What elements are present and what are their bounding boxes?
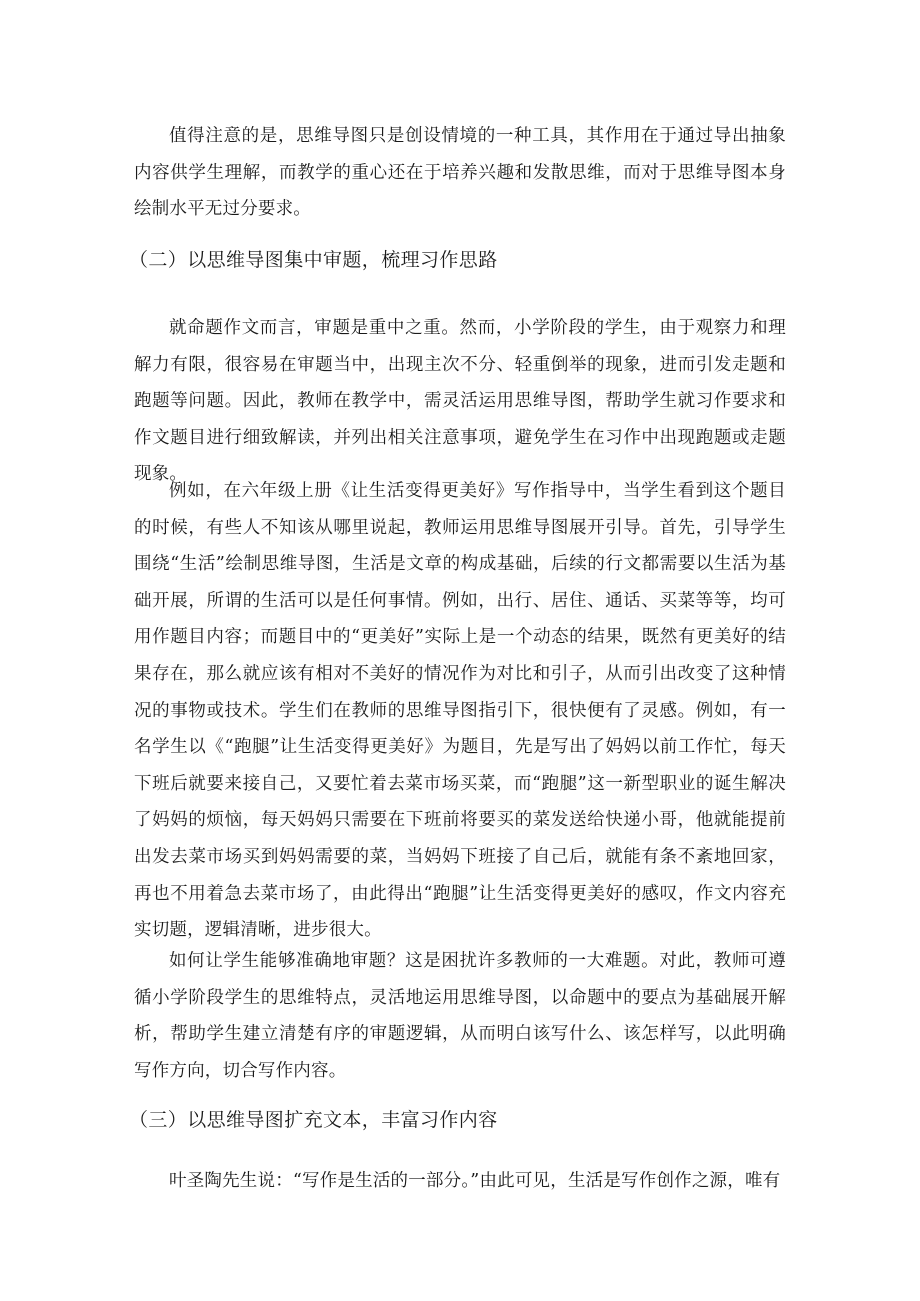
section-heading-3: （三）以思维导图扩充文本，丰富习作内容	[129, 1109, 498, 1131]
paragraph-topic-review: 就命题作文而言，审题是重中之重。然而，小学阶段的学生，由于观察力和理解力有限，很容易在审题当中，出现主次不分、轻重倒举的现象，进而引发走题和跑题等问题。因此，教师在教学中，需灵活运用思维导图，帮助学生就习作要求和作文题目进行细致解读，并列出相关注意事项，避免学生在习作中出现跑题或走题现象。	[134, 318, 786, 485]
paragraph-example: 例如，在六年级上册《让生活变得更美好》写作指导中，当学生看到这个题目的时候，有些人不知该从哪里说起，教师运用思维导图展开引导。首先，引导学生围绕“生活”绘制思维导图，生活是文章的构成基础，后续的行文都需要以生活为基础开展，所谓的生活可以是任何事情。例如，出行、居住、通话、买菜等等，均可用作题目内容；而题目中的“更美好”实际上是一个动态的结果，既然有更美好的结果存在，那么就应该有相对不美好的情况作为对比和引子，从而引出改变了这种情况的事物或技术。学生们在教师的思维导图指引下，很快便有了灵感。例如，有一名学生以《“跑腿”让生活变得更美好》为题目，先是写出了妈妈以前工作忙，每天下班后就要来接自己，又要忙着去菜市场买菜，而“跑腿”这一新型职业的诞生解决了妈妈的烦恼，每天妈妈只需要在下班前将要买的菜发送给快递小哥，他就能提前出发去菜市场买到妈妈需要的菜，当妈妈下班接了自己后，就能有条不紊地回家，再也不用着急去菜市场了，由此得出“跑腿”让生活变得更美好的感叹，作文内容充实切题，逻辑清晰，进步很大。	[134, 481, 786, 941]
paragraph-ye-shengtao: 叶圣陶先生说：“写作是生活的一部分。”由此可见，生活是写作创作之源，唯有	[169, 1171, 781, 1191]
paragraph-mind-map-note: 值得注意的是，思维导图只是创设情境的一种工具，其作用在于通过导出抽象内容供学生理解，而教学的重心还在于培养兴趣和发散思维，而对于思维导图本身绘制水平无过分要求。	[134, 126, 786, 220]
paragraph-accurate-review: 如何让学生能够准确地审题？这是困扰许多教师的一大难题。对此，教师可遵循小学阶段学生的思维特点，灵活地运用思维导图，以命题中的要点为基础展开解析，帮助学生建立清楚有序的审题逻辑，从而明白该写什么、该怎样写，以此明确写作方向，切合写作内容。	[134, 951, 786, 1081]
section-heading-2: （二）以思维导图集中审题，梳理习作思路	[129, 249, 498, 271]
